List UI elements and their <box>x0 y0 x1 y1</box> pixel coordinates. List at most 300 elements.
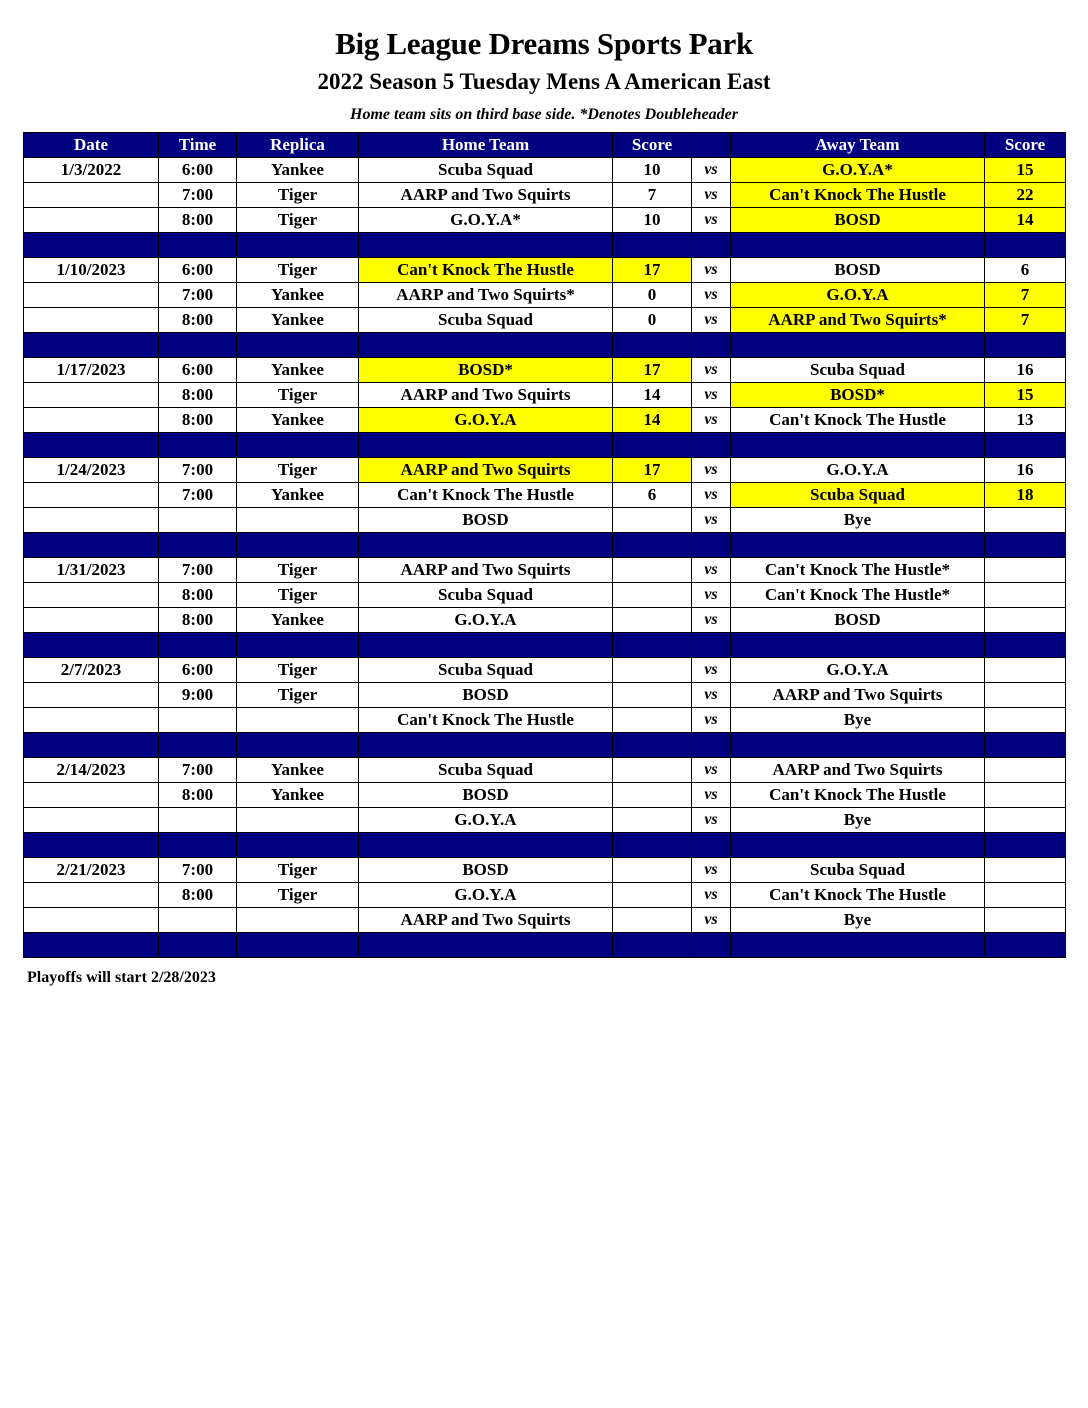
home-score-cell <box>613 783 692 808</box>
away-score-cell <box>985 658 1066 683</box>
date-cell <box>24 183 159 208</box>
time-cell <box>159 508 237 533</box>
separator-cell <box>731 433 985 458</box>
separator-cell <box>985 933 1066 958</box>
replica-cell <box>237 908 359 933</box>
away-score-cell <box>985 808 1066 833</box>
time-cell: 6:00 <box>159 658 237 683</box>
separator-cell <box>359 433 613 458</box>
away-team-cell: Bye <box>731 808 985 833</box>
separator-cell <box>731 633 985 658</box>
separator-cell <box>359 233 613 258</box>
replica-cell: Yankee <box>237 483 359 508</box>
separator-cell <box>985 533 1066 558</box>
date-cell <box>24 583 159 608</box>
home-score-cell <box>613 608 692 633</box>
home-team-cell: AARP and Two Squirts <box>359 183 613 208</box>
vs-cell: vs <box>692 783 731 808</box>
home-team-cell: Can't Knock The Hustle <box>359 258 613 283</box>
separator-cell <box>237 633 359 658</box>
vs-cell: vs <box>692 583 731 608</box>
away-team-cell: AARP and Two Squirts <box>731 683 985 708</box>
date-cell: 2/21/2023 <box>24 858 159 883</box>
separator-cell <box>237 733 359 758</box>
replica-cell: Yankee <box>237 283 359 308</box>
date-cell <box>24 208 159 233</box>
table-row <box>24 883 1066 908</box>
away-team-cell: G.O.Y.A <box>731 658 985 683</box>
vs-cell: vs <box>692 383 731 408</box>
vs-cell: vs <box>692 908 731 933</box>
away-score-cell: 22 <box>985 183 1066 208</box>
away-team-cell: Can't Knock The Hustle <box>731 183 985 208</box>
date-cell <box>24 383 159 408</box>
date-cell: 1/3/2022 <box>24 158 159 183</box>
separator-cell <box>237 333 359 358</box>
separator-cell <box>613 533 692 558</box>
home-team-cell: BOSD <box>359 783 613 808</box>
vs-cell: vs <box>692 808 731 833</box>
home-score-cell: 10 <box>613 158 692 183</box>
separator-cell <box>985 833 1066 858</box>
vs-cell: vs <box>692 508 731 533</box>
separator-cell <box>159 933 237 958</box>
vs-cell: vs <box>692 283 731 308</box>
separator-cell <box>613 933 692 958</box>
replica-cell: Tiger <box>237 458 359 483</box>
replica-cell: Tiger <box>237 558 359 583</box>
time-cell: 8:00 <box>159 408 237 433</box>
time-cell: 7:00 <box>159 758 237 783</box>
time-cell: 6:00 <box>159 158 237 183</box>
home-team-cell: BOSD <box>359 508 613 533</box>
column-header-time: Time <box>159 133 237 158</box>
away-team-cell: Can't Knock The Hustle <box>731 408 985 433</box>
away-team-cell: Can't Knock The Hustle <box>731 883 985 908</box>
away-team-cell: Can't Knock The Hustle <box>731 783 985 808</box>
date-cell <box>24 808 159 833</box>
separator-cell <box>159 233 237 258</box>
replica-cell: Yankee <box>237 158 359 183</box>
away-team-cell: AARP and Two Squirts <box>731 758 985 783</box>
vs-cell: vs <box>692 608 731 633</box>
time-cell: 8:00 <box>159 383 237 408</box>
separator-row <box>24 533 1066 558</box>
separator-cell <box>692 433 731 458</box>
time-cell: 6:00 <box>159 358 237 383</box>
vs-cell: vs <box>692 683 731 708</box>
away-score-cell <box>985 858 1066 883</box>
home-score-cell: 6 <box>613 483 692 508</box>
page-subtitle: 2022 Season 5 Tuesday Mens A American East <box>317 69 771 94</box>
away-score-cell: 16 <box>985 358 1066 383</box>
time-cell: 7:00 <box>159 558 237 583</box>
separator-row <box>24 433 1066 458</box>
table-row <box>24 408 1066 433</box>
separator-cell <box>613 333 692 358</box>
away-score-cell <box>985 583 1066 608</box>
separator-row <box>24 833 1066 858</box>
separator-cell <box>985 233 1066 258</box>
date-cell: 1/24/2023 <box>24 458 159 483</box>
table-header-row <box>24 133 1066 158</box>
separator-cell <box>731 833 985 858</box>
replica-cell: Yankee <box>237 308 359 333</box>
away-score-cell <box>985 508 1066 533</box>
separator-cell <box>692 333 731 358</box>
replica-cell: Tiger <box>237 183 359 208</box>
away-team-cell: Bye <box>731 508 985 533</box>
vs-cell: vs <box>692 308 731 333</box>
separator-cell <box>359 333 613 358</box>
separator-row <box>24 633 1066 658</box>
home-score-cell: 0 <box>613 283 692 308</box>
time-cell: 7:00 <box>159 858 237 883</box>
away-team-cell: Bye <box>731 708 985 733</box>
home-score-cell: 10 <box>613 208 692 233</box>
away-score-cell <box>985 758 1066 783</box>
home-score-cell <box>613 708 692 733</box>
away-team-cell: Can't Knock The Hustle* <box>731 558 985 583</box>
time-cell: 6:00 <box>159 258 237 283</box>
replica-cell: Tiger <box>237 883 359 908</box>
separator-cell <box>613 833 692 858</box>
home-score-cell <box>613 758 692 783</box>
table-row <box>24 308 1066 333</box>
separator-cell <box>24 433 159 458</box>
vs-cell: vs <box>692 158 731 183</box>
away-team-cell: Scuba Squad <box>731 358 985 383</box>
home-team-cell: Scuba Squad <box>359 308 613 333</box>
table-row <box>24 458 1066 483</box>
date-cell: 2/7/2023 <box>24 658 159 683</box>
away-score-cell: 6 <box>985 258 1066 283</box>
home-score-cell <box>613 883 692 908</box>
home-team-cell: BOSD* <box>359 358 613 383</box>
separator-cell <box>731 533 985 558</box>
date-cell <box>24 308 159 333</box>
vs-cell: vs <box>692 258 731 283</box>
home-team-cell: Scuba Squad <box>359 158 613 183</box>
time-cell: 8:00 <box>159 208 237 233</box>
separator-cell <box>985 733 1066 758</box>
away-team-cell: Can't Knock The Hustle* <box>731 583 985 608</box>
away-score-cell: 18 <box>985 483 1066 508</box>
away-score-cell <box>985 783 1066 808</box>
separator-row <box>24 733 1066 758</box>
table-row <box>24 483 1066 508</box>
date-cell <box>24 708 159 733</box>
home-team-cell: Scuba Squad <box>359 758 613 783</box>
date-cell <box>24 683 159 708</box>
replica-cell <box>237 508 359 533</box>
home-team-cell: BOSD <box>359 858 613 883</box>
separator-cell <box>985 633 1066 658</box>
away-score-cell <box>985 558 1066 583</box>
home-score-cell: 17 <box>613 458 692 483</box>
time-cell: 7:00 <box>159 483 237 508</box>
page-title: Big League Dreams Sports Park <box>335 26 753 61</box>
home-team-cell: AARP and Two Squirts* <box>359 283 613 308</box>
home-score-cell <box>613 583 692 608</box>
table-row <box>24 608 1066 633</box>
replica-cell: Yankee <box>237 358 359 383</box>
date-cell <box>24 283 159 308</box>
replica-cell: Tiger <box>237 258 359 283</box>
separator-row <box>24 333 1066 358</box>
replica-cell: Tiger <box>237 683 359 708</box>
replica-cell: Yankee <box>237 758 359 783</box>
replica-cell: Yankee <box>237 408 359 433</box>
table-row <box>24 158 1066 183</box>
home-team-cell: G.O.Y.A <box>359 883 613 908</box>
replica-cell: Tiger <box>237 583 359 608</box>
time-cell <box>159 908 237 933</box>
separator-cell <box>159 433 237 458</box>
date-cell: 1/31/2023 <box>24 558 159 583</box>
separator-cell <box>692 633 731 658</box>
separator-cell <box>24 733 159 758</box>
home-score-cell <box>613 858 692 883</box>
date-cell <box>24 608 159 633</box>
separator-cell <box>613 433 692 458</box>
home-score-cell: 17 <box>613 258 692 283</box>
table-row <box>24 183 1066 208</box>
separator-cell <box>159 733 237 758</box>
vs-cell: vs <box>692 408 731 433</box>
column-header-away-score: Score <box>985 133 1066 158</box>
separator-cell <box>985 433 1066 458</box>
separator-row <box>24 933 1066 958</box>
date-cell: 2/14/2023 <box>24 758 159 783</box>
separator-cell <box>24 533 159 558</box>
away-team-cell: Scuba Squad <box>731 858 985 883</box>
home-score-cell: 17 <box>613 358 692 383</box>
separator-cell <box>613 633 692 658</box>
replica-cell: Tiger <box>237 658 359 683</box>
home-team-cell: Can't Knock The Hustle <box>359 483 613 508</box>
vs-cell: vs <box>692 558 731 583</box>
separator-cell <box>692 533 731 558</box>
home-score-cell <box>613 683 692 708</box>
home-team-cell: Scuba Squad <box>359 658 613 683</box>
vs-cell: vs <box>692 708 731 733</box>
table-row <box>24 358 1066 383</box>
home-score-cell: 0 <box>613 308 692 333</box>
vs-cell: vs <box>692 883 731 908</box>
away-team-cell: Scuba Squad <box>731 483 985 508</box>
replica-cell: Tiger <box>237 858 359 883</box>
table-row <box>24 508 1066 533</box>
schedule-body <box>24 158 1066 958</box>
separator-cell <box>24 833 159 858</box>
separator-cell <box>237 233 359 258</box>
away-team-cell: BOSD <box>731 608 985 633</box>
column-header-vs <box>692 133 731 158</box>
separator-cell <box>159 833 237 858</box>
time-cell: 8:00 <box>159 783 237 808</box>
separator-cell <box>692 733 731 758</box>
separator-cell <box>731 333 985 358</box>
vs-cell: vs <box>692 183 731 208</box>
home-score-cell <box>613 908 692 933</box>
replica-cell: Tiger <box>237 208 359 233</box>
date-cell <box>24 508 159 533</box>
home-team-cell: AARP and Two Squirts <box>359 458 613 483</box>
home-score-cell: 7 <box>613 183 692 208</box>
separator-cell <box>359 533 613 558</box>
separator-cell <box>985 333 1066 358</box>
home-team-cell: Scuba Squad <box>359 583 613 608</box>
table-row <box>24 908 1066 933</box>
vs-cell: vs <box>692 483 731 508</box>
date-cell <box>24 783 159 808</box>
time-cell: 8:00 <box>159 883 237 908</box>
time-cell: 8:00 <box>159 308 237 333</box>
separator-cell <box>237 933 359 958</box>
table-row <box>24 808 1066 833</box>
table-row <box>24 758 1066 783</box>
vs-cell: vs <box>692 358 731 383</box>
time-cell: 7:00 <box>159 183 237 208</box>
separator-cell <box>237 833 359 858</box>
table-row <box>24 383 1066 408</box>
schedule-note: Home team sits on third base side. *Denotes Doubleheader <box>350 106 738 123</box>
away-score-cell: 15 <box>985 383 1066 408</box>
home-team-cell: AARP and Two Squirts <box>359 383 613 408</box>
away-team-cell: G.O.Y.A <box>731 283 985 308</box>
home-score-cell <box>613 558 692 583</box>
separator-cell <box>237 533 359 558</box>
replica-cell <box>237 708 359 733</box>
home-team-cell: BOSD <box>359 683 613 708</box>
separator-cell <box>24 333 159 358</box>
separator-cell <box>24 233 159 258</box>
column-header-home-team: Home Team <box>359 133 613 158</box>
replica-cell: Yankee <box>237 608 359 633</box>
away-score-cell <box>985 908 1066 933</box>
separator-cell <box>237 433 359 458</box>
separator-cell <box>359 833 613 858</box>
time-cell <box>159 708 237 733</box>
table-row <box>24 558 1066 583</box>
separator-cell <box>731 733 985 758</box>
separator-cell <box>159 333 237 358</box>
vs-cell: vs <box>692 758 731 783</box>
table-row <box>24 683 1066 708</box>
separator-cell <box>692 833 731 858</box>
away-team-cell: Bye <box>731 908 985 933</box>
time-cell: 8:00 <box>159 608 237 633</box>
separator-cell <box>731 933 985 958</box>
away-score-cell: 16 <box>985 458 1066 483</box>
separator-cell <box>359 733 613 758</box>
separator-cell <box>159 633 237 658</box>
separator-cell <box>24 633 159 658</box>
table-row <box>24 283 1066 308</box>
playoffs-note: Playoffs will start 2/28/2023 <box>27 969 216 986</box>
vs-cell: vs <box>692 458 731 483</box>
table-row <box>24 858 1066 883</box>
home-team-cell: G.O.Y.A <box>359 408 613 433</box>
away-score-cell <box>985 883 1066 908</box>
home-team-cell: Can't Knock The Hustle <box>359 708 613 733</box>
time-cell: 7:00 <box>159 458 237 483</box>
column-header-date: Date <box>24 133 159 158</box>
separator-cell <box>613 733 692 758</box>
home-team-cell: G.O.Y.A* <box>359 208 613 233</box>
home-score-cell <box>613 658 692 683</box>
table-row <box>24 708 1066 733</box>
separator-cell <box>359 633 613 658</box>
table-row <box>24 208 1066 233</box>
away-score-cell: 15 <box>985 158 1066 183</box>
replica-cell: Yankee <box>237 783 359 808</box>
away-score-cell: 14 <box>985 208 1066 233</box>
date-cell <box>24 908 159 933</box>
home-score-cell: 14 <box>613 383 692 408</box>
away-score-cell: 7 <box>985 283 1066 308</box>
date-cell: 1/10/2023 <box>24 258 159 283</box>
away-team-cell: G.O.Y.A* <box>731 158 985 183</box>
away-score-cell <box>985 708 1066 733</box>
separator-cell <box>692 933 731 958</box>
away-team-cell: BOSD <box>731 258 985 283</box>
home-team-cell: G.O.Y.A <box>359 808 613 833</box>
away-score-cell <box>985 608 1066 633</box>
date-cell <box>24 408 159 433</box>
away-score-cell: 13 <box>985 408 1066 433</box>
time-cell: 8:00 <box>159 583 237 608</box>
date-cell <box>24 883 159 908</box>
time-cell <box>159 808 237 833</box>
separator-cell <box>692 233 731 258</box>
table-row <box>24 258 1066 283</box>
away-team-cell: AARP and Two Squirts* <box>731 308 985 333</box>
date-cell: 1/17/2023 <box>24 358 159 383</box>
time-cell: 7:00 <box>159 283 237 308</box>
separator-cell <box>731 233 985 258</box>
separator-row <box>24 233 1066 258</box>
separator-cell <box>159 533 237 558</box>
column-header-away-team: Away Team <box>731 133 985 158</box>
vs-cell: vs <box>692 658 731 683</box>
home-team-cell: AARP and Two Squirts <box>359 908 613 933</box>
home-score-cell <box>613 508 692 533</box>
replica-cell: Tiger <box>237 383 359 408</box>
table-row <box>24 658 1066 683</box>
time-cell: 9:00 <box>159 683 237 708</box>
home-score-cell <box>613 808 692 833</box>
away-team-cell: BOSD* <box>731 383 985 408</box>
home-score-cell: 14 <box>613 408 692 433</box>
separator-cell <box>24 933 159 958</box>
column-header-home-score: Score <box>613 133 692 158</box>
replica-cell <box>237 808 359 833</box>
away-score-cell: 7 <box>985 308 1066 333</box>
vs-cell: vs <box>692 858 731 883</box>
separator-cell <box>359 933 613 958</box>
home-team-cell: G.O.Y.A <box>359 608 613 633</box>
home-team-cell: AARP and Two Squirts <box>359 558 613 583</box>
column-header-replica: Replica <box>237 133 359 158</box>
away-team-cell: G.O.Y.A <box>731 458 985 483</box>
date-cell <box>24 483 159 508</box>
vs-cell: vs <box>692 208 731 233</box>
separator-cell <box>613 233 692 258</box>
table-row <box>24 783 1066 808</box>
table-row <box>24 583 1066 608</box>
